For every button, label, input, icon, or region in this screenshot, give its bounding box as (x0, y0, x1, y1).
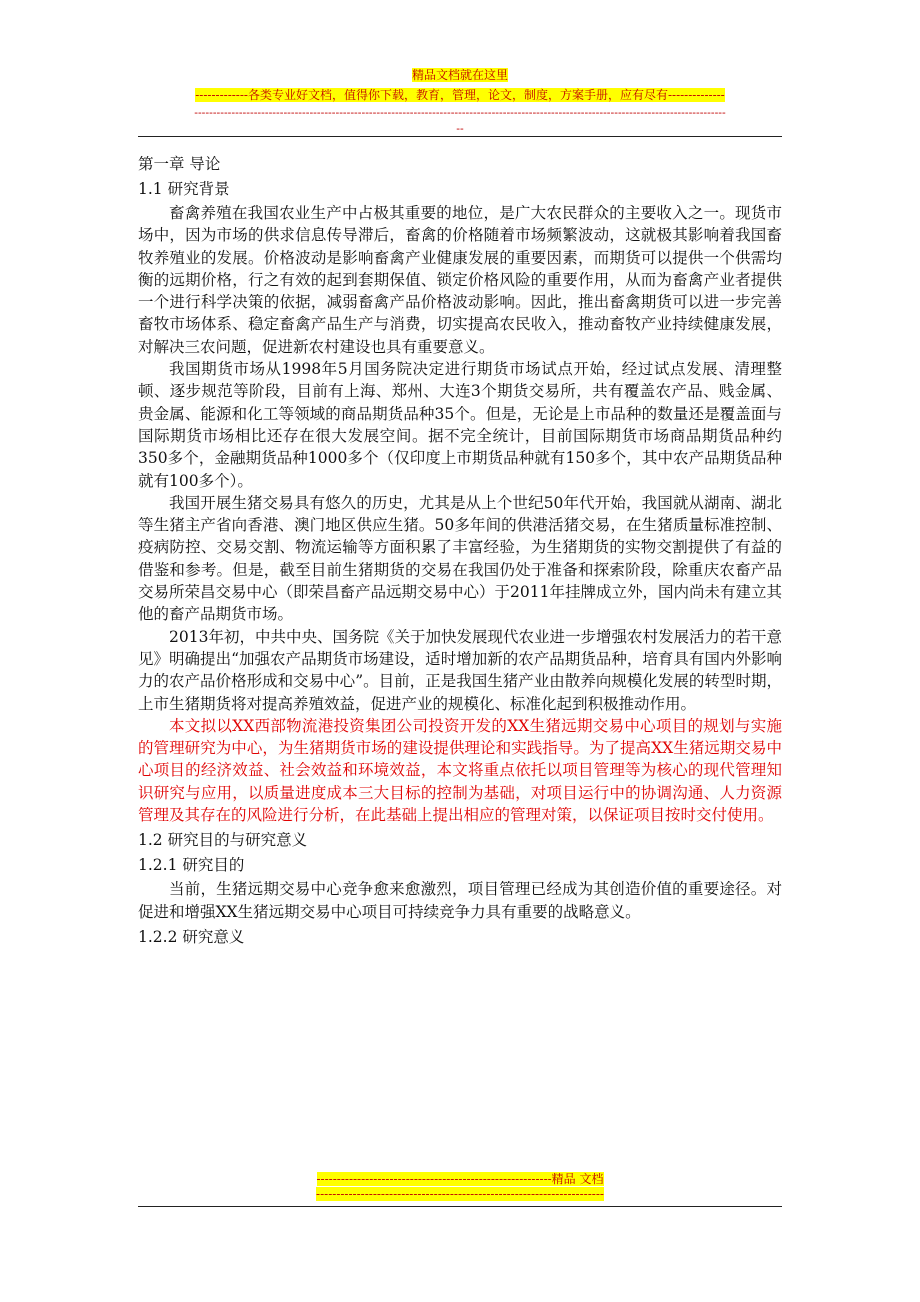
footer-rule (138, 1206, 782, 1207)
header-rule (138, 136, 782, 137)
paragraph-1: 畜禽养殖在我国农业生产中占极其重要的地位，是广大农民群众的主要收入之一。现货市场中，因为市场的供求信息传导滞后，畜禽的价格随着市场频繁波动，这就极其影响着我国畜牧养殖业的发展。价格波动是影响畜禽产业健康发展的重要因素，而期货可以提供一个供需均衡的远期价格，行之有效的起到套期保值、锁定价格风险的重要作用，从而为畜禽产业者提供一个进行科学决策的依据，减弱畜禽产品价格波动影响。因此，推出畜禽期货可以进一步完善畜牧市场体系、稳定畜禽产品生产与消费，切实提高农民收入，推动畜牧产业持续健康发展，对解决三农问题，促进新农村建设也具有重要意义。 (138, 204, 782, 356)
paragraph-4: 2013年初，中共中央、国务院《关于加快发展现代农业进一步增强农村发展活力的若干意见》明确提出“加强农产品期货市场建设，适时增加新的农产品期货品种，培育具有国内外影响力的农产品价格形成和交易中心”。目前，正是我国生猪产业由散养向规模化发展的转型时期，上市生猪期货将对提高养殖效益，促进产业的规模化、标准化起到积极推动作用。 (138, 627, 782, 713)
paragraph-5-emphasis: 本文拟以XX西部物流港投资集团公司投资开发的XX生猪远期交易中心项目的规划与实施的管理研究为中心，为生猪期货市场的建设提供理论和实践指导。为了提高XX生猪远期交易中心项目的经济效益、社会效益和环境效益，本文将重点依托以项目管理等为核心的现代管理知识研究与应用，以质量进度成本三大目标的控制为基础，对项目运行中的协调沟通、人力资源管理及其存在的风险进行分析，在此基础上提出相应的管理对策，以保证项目按时交付使用。 (138, 716, 782, 825)
header-tagline: -------------各类专业好文档，值得你下载，教育，管理，论文，制度，方案手册，应有尽有-------------- (195, 88, 725, 102)
paragraph-3: 我国开展生猪交易具有悠久的历史，尤其是从上个世纪50年代开始，我国就从湖南、湖北等生猪主产省向香港、澳门地区供应生猪。50多年间的供港活猪交易，在生猪质量标准控制、疫病防控、交易交割、物流运输等方面积累了丰富经验，为生猪期货的实物交割提供了有益的借鉴和参考。但是，截至目前生猪期货的交易在我国仍处于准备和探索阶段，除重庆农畜产品交易所荣昌交易中心（即荣昌畜产品远期交易中心）于2011年挂牌成立外，国内尚未有建立其他的畜产品期货市场。 (138, 493, 782, 624)
paragraph-2: 我国期货市场从1998年5月国务院决定进行期货市场试点开始，经过试点发展、清理整顿、逐步规范等阶段，目前有上海、郑州、大连3个期货交易所，共有覆盖农产品、贱金属、贵金属、能源和化工等领域的商品期货品种35个。但是，无论是上市品种的数量还是覆盖面与国际期货市场相比还存在很大发展空间。据不完全统计，目前国际期货市场商品期货品种约350多个，金融期货品种1000多个（仅印度上市期货品种就有150多个，其中农产品期货品种就有100多个）。 (138, 360, 782, 490)
section-heading-1-2: 1.2 研究目的与研究意义 (138, 831, 308, 850)
section-heading-1-1: 1.1 研究背景 (138, 180, 230, 198)
paragraph-6: 当前，生猪远期交易中心竞争愈来愈激烈，项目管理已经成为其创造价值的重要途径。对促进和增强XX生猪远期交易中心项目可持续竞争力具有重要的战略意义。 (138, 880, 782, 921)
header-dash-line: ----------------------------------------------------------------------------------------------------------------------------------------------- (194, 106, 726, 119)
document-body (138, 150, 782, 950)
header-title: 精品文档就在这里 (411, 68, 508, 82)
section-heading-1-2-2: 1.2.2 研究意义 (138, 927, 245, 946)
header-dash-tail: -- (456, 122, 464, 135)
footer-line-1: ----------------------------------------------------------精品 文档 (316, 1172, 604, 1186)
section-heading-1-2-1: 1.2.1 研究目的 (138, 856, 245, 875)
footer-line-2: ----------------------------------------------------------------------- (316, 1187, 604, 1201)
chapter-title: 第一章 导论 (138, 155, 221, 173)
